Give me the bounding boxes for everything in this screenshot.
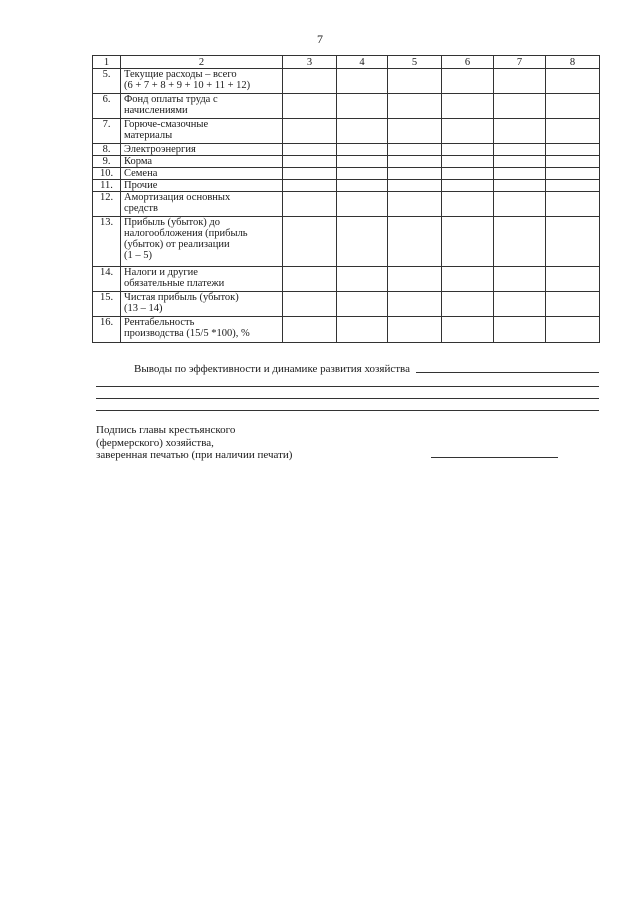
row-number: 6. xyxy=(93,94,121,119)
page-number: 7 xyxy=(317,32,323,46)
row-label-line: налогообложения (прибыль xyxy=(124,228,248,239)
signature-block xyxy=(96,424,292,462)
table-header-row xyxy=(93,56,600,69)
value-cell[interactable] xyxy=(283,317,337,343)
value-cell[interactable] xyxy=(388,156,442,168)
value-cell[interactable] xyxy=(494,156,546,168)
value-cell[interactable] xyxy=(283,156,337,168)
value-cell[interactable] xyxy=(546,217,600,267)
row-label-line: Электроэнергия xyxy=(124,144,196,155)
value-cell[interactable] xyxy=(337,317,388,343)
row-label xyxy=(121,119,283,144)
row-label-line: производства (15/5 *100), % xyxy=(124,328,250,339)
row-label-line: Семена xyxy=(124,168,158,179)
value-cell[interactable] xyxy=(494,69,546,94)
value-cell[interactable] xyxy=(442,144,494,156)
signature-text-line: Подпись главы крестьянского xyxy=(96,424,236,436)
table-body xyxy=(93,69,600,343)
row-number: 5. xyxy=(93,69,121,94)
value-cell[interactable] xyxy=(546,69,600,94)
row-label-line: обязательные платежи xyxy=(124,278,225,289)
table-row xyxy=(93,156,600,168)
value-cell[interactable] xyxy=(388,119,442,144)
row-number: 7. xyxy=(93,119,121,144)
value-cell[interactable] xyxy=(442,69,494,94)
row-label xyxy=(121,69,283,94)
column-header: 8 xyxy=(546,56,600,69)
value-cell[interactable] xyxy=(283,119,337,144)
row-label-line: Текущие расходы – всего xyxy=(124,69,237,80)
value-cell[interactable] xyxy=(494,217,546,267)
row-label xyxy=(121,156,283,168)
value-cell[interactable] xyxy=(337,267,388,292)
conclusions-label: Выводы по эффективности и динамике развития хозяйства xyxy=(134,363,410,375)
row-label-line: Прибыль (убыток) до xyxy=(124,217,221,228)
value-cell[interactable] xyxy=(337,94,388,119)
row-label-line: Корма xyxy=(124,156,153,167)
value-cell[interactable] xyxy=(546,119,600,144)
conclusions-blank-line[interactable] xyxy=(96,387,599,399)
column-header: 7 xyxy=(494,56,546,69)
value-cell[interactable] xyxy=(337,180,388,192)
row-number: 14. xyxy=(93,267,121,292)
value-cell[interactable] xyxy=(388,292,442,317)
value-cell[interactable] xyxy=(283,192,337,217)
value-cell[interactable] xyxy=(283,144,337,156)
row-number: 15. xyxy=(93,292,121,317)
column-header: 2 xyxy=(121,56,283,69)
row-number: 8. xyxy=(93,144,121,156)
table-row xyxy=(93,192,600,217)
table-row xyxy=(93,180,600,192)
row-label-line: (1 – 5) xyxy=(124,250,152,261)
value-cell[interactable] xyxy=(494,119,546,144)
signature-text-line: заверенная печатью (при наличии печати) xyxy=(96,449,293,461)
report-table xyxy=(92,55,600,343)
row-label-line: (13 – 14) xyxy=(124,303,163,314)
row-label-line: Фонд оплаты труда с xyxy=(124,94,218,105)
row-label-line: (6 + 7 + 8 + 9 + 10 + 11 + 12) xyxy=(124,80,251,91)
table-row xyxy=(93,119,600,144)
column-header: 4 xyxy=(337,56,388,69)
signature-text-line: (фермерского) хозяйства, xyxy=(96,436,214,449)
value-cell[interactable] xyxy=(494,144,546,156)
value-cell[interactable] xyxy=(442,180,494,192)
value-cell[interactable] xyxy=(388,94,442,119)
value-cell[interactable] xyxy=(283,94,337,119)
value-cell[interactable] xyxy=(337,192,388,217)
value-cell[interactable] xyxy=(283,180,337,192)
row-label-line: Рентабельность xyxy=(124,317,195,328)
table-row xyxy=(93,144,600,156)
value-cell[interactable] xyxy=(337,144,388,156)
value-cell[interactable] xyxy=(388,267,442,292)
row-label xyxy=(121,94,283,119)
row-label-line: Чистая прибыль (убыток) xyxy=(124,292,239,303)
column-header: 5 xyxy=(388,56,442,69)
value-cell[interactable] xyxy=(546,292,600,317)
value-cell[interactable] xyxy=(442,217,494,267)
row-label xyxy=(121,317,283,343)
conclusions-heading xyxy=(96,361,599,375)
table-row xyxy=(93,69,600,94)
value-cell[interactable] xyxy=(546,144,600,156)
value-cell[interactable] xyxy=(494,192,546,217)
row-label-line: средств xyxy=(124,203,158,214)
row-label xyxy=(121,217,283,267)
row-label-line: Амортизация основных xyxy=(124,192,231,203)
value-cell[interactable] xyxy=(388,168,442,180)
table-row xyxy=(93,292,600,317)
row-number: 9. xyxy=(93,156,121,168)
conclusions-blank-line[interactable] xyxy=(96,399,599,411)
value-cell[interactable] xyxy=(494,317,546,343)
value-cell[interactable] xyxy=(283,292,337,317)
table-row xyxy=(93,267,600,292)
value-cell[interactable] xyxy=(442,94,494,119)
row-number: 16. xyxy=(93,317,121,343)
value-cell[interactable] xyxy=(442,156,494,168)
row-label-line: Прочие xyxy=(124,180,158,191)
row-label xyxy=(121,192,283,217)
row-label xyxy=(121,168,283,180)
table-row xyxy=(93,217,600,267)
value-cell[interactable] xyxy=(388,192,442,217)
value-cell[interactable] xyxy=(546,94,600,119)
row-number: 10. xyxy=(93,168,121,180)
row-label-line: начислениями xyxy=(124,105,188,116)
row-label-line: (убыток) от реализации xyxy=(124,239,230,250)
table-row xyxy=(93,317,600,343)
value-cell[interactable] xyxy=(337,156,388,168)
value-cell[interactable] xyxy=(494,180,546,192)
value-cell[interactable] xyxy=(283,168,337,180)
value-cell[interactable] xyxy=(337,292,388,317)
table-row xyxy=(93,94,600,119)
value-cell[interactable] xyxy=(388,217,442,267)
value-cell[interactable] xyxy=(442,292,494,317)
value-cell[interactable] xyxy=(546,168,600,180)
row-label-line: Горюче-смазочные xyxy=(124,119,209,130)
row-label-line: Налоги и другие xyxy=(124,267,198,278)
value-cell[interactable] xyxy=(546,267,600,292)
value-cell[interactable] xyxy=(283,69,337,94)
value-cell[interactable] xyxy=(388,69,442,94)
value-cell[interactable] xyxy=(546,180,600,192)
value-cell[interactable] xyxy=(494,267,546,292)
row-number: 12. xyxy=(93,192,121,217)
value-cell[interactable] xyxy=(337,168,388,180)
value-cell[interactable] xyxy=(283,267,337,292)
value-cell[interactable] xyxy=(337,119,388,144)
row-label xyxy=(121,267,283,292)
value-cell[interactable] xyxy=(546,156,600,168)
row-label-line: материалы xyxy=(124,130,173,141)
value-cell[interactable] xyxy=(283,217,337,267)
value-cell[interactable] xyxy=(388,180,442,192)
value-cell[interactable] xyxy=(388,144,442,156)
value-cell[interactable] xyxy=(494,292,546,317)
value-cell[interactable] xyxy=(442,119,494,144)
conclusions-fill-line[interactable] xyxy=(416,372,599,373)
conclusions-section xyxy=(96,361,599,411)
table-row xyxy=(93,168,600,180)
row-label xyxy=(121,180,283,192)
row-label xyxy=(121,292,283,317)
value-cell[interactable] xyxy=(337,217,388,267)
value-cell[interactable] xyxy=(388,317,442,343)
value-cell[interactable] xyxy=(442,192,494,217)
signature-line[interactable] xyxy=(431,457,558,458)
column-header: 3 xyxy=(283,56,337,69)
row-number: 13. xyxy=(93,217,121,267)
value-cell[interactable] xyxy=(546,192,600,217)
value-cell[interactable] xyxy=(494,168,546,180)
column-header: 1 xyxy=(93,56,121,69)
column-header: 6 xyxy=(442,56,494,69)
row-number: 11. xyxy=(93,180,121,192)
value-cell[interactable] xyxy=(337,69,388,94)
value-cell[interactable] xyxy=(442,267,494,292)
conclusions-blank-line[interactable] xyxy=(96,375,599,387)
value-cell[interactable] xyxy=(442,317,494,343)
value-cell[interactable] xyxy=(442,168,494,180)
value-cell[interactable] xyxy=(494,94,546,119)
value-cell[interactable] xyxy=(546,317,600,343)
row-label xyxy=(121,144,283,156)
